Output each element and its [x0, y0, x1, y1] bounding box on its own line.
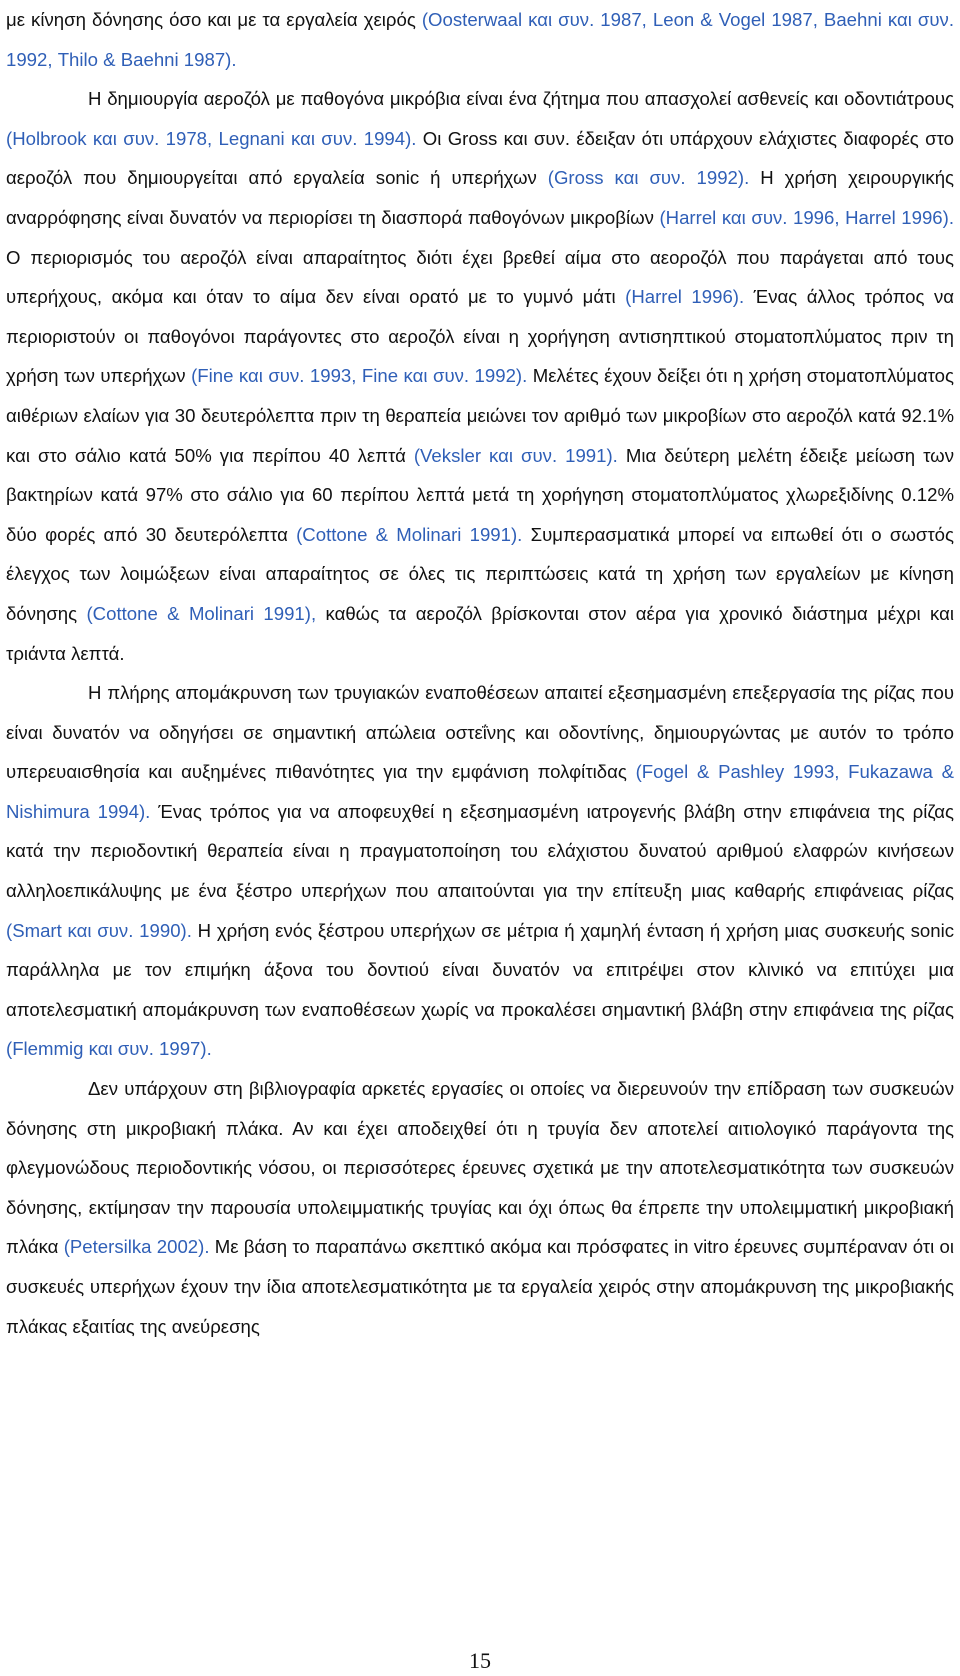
- text-run: Ένας άλλος τρόπος να περιοριστούν οι παθογόνοι παράγοντες στο αεροζόλ είναι η χορήγηση αντισηπτικού στοματοπλύματος πριν τη χρήση των υπερήχων: [6, 286, 954, 387]
- page-number: 15: [469, 1648, 491, 1673]
- citation: (Gross και συν. 1992).: [547, 167, 750, 189]
- text-run: Η χρήση ενός ξέστρου υπερήχων σε μέτρια ή χαμηλή ένταση ή χρήση μιας συσκευής sonic παράλληλα με τον επιμήκη άξονα του δοντιού είναι δυνατόν να επιτρέψει στον κλινικό να επιτύχει μια αποτελεσματική απομάκρυνση των εναποθέσεων χωρίς να προκαλέσει σημαντική βλάβη στην επιφάνεια της ρίζας: [6, 919, 955, 1020]
- text-run: Δεν υπάρχουν στη βιβλιογραφία αρκετές εργασίες οι οποίες να διερευνούν την επίδραση των συσκευών δόνησης στη μικροβιακή πλάκα. Αν και έχει αποδειχθεί ότι η τρυγία δεν αποτελεί αιτιολογικό παράγοντα της φλεγμονώδους περιοδοντικής νόσου, οι περισσότερες έρευνες σχετικά με την αποτελεσματικότητα των συσκευών δόνησης, εκτίμησαν την παρουσία υπολειμματικής τρυγίας και όχι όπως θα έπρεπε την υπολειμματική μικροβιακή πλάκα: [6, 1078, 954, 1258]
- text-run: με κίνηση δόνησης όσο και με τα εργαλεία χειρός: [6, 9, 422, 30]
- text-run: Ο περιορισμός του αεροζόλ είναι απαραίτητος διότι έχει βρεθεί αίμα στο αεοροζόλ που παράγεται από τους υπερήχους, ακόμα και όταν το αίμα δεν είναι ορατό με το γυμνό μάτι: [6, 246, 954, 308]
- citation: (Petersilka 2002).: [63, 1236, 210, 1258]
- text-run: Ένας τρόπος για να αποφευχθεί η εξεσημασμένη ιατρογενής βλάβη στην επιφάνεια της ρίζας κατά την περιοδοντική θεραπεία είναι η πραγματοποίηση του ελάχιστου δυνατού αριθμού ελαφρών κινήσεων αλληλοεπικάλυψης με ένα ξέστρο υπερήχων που απαιτούνται για την επίτευξη μιας καθαρής επιφάνειας ρίζας: [6, 800, 954, 902]
- citation: (Cottone & Molinari 1991).: [296, 523, 523, 545]
- citation: (Smart και συν. 1990).: [6, 919, 192, 941]
- citation: (Harrel και συν. 1996, Harrel 1996).: [659, 206, 954, 228]
- citation: (Harrel 1996).: [625, 286, 745, 308]
- citation: (Oosterwaal και συν. 1987, Leon & Vogel 1987, Baehni και συν. 1992, Thilo & Baehni 1987).: [6, 9, 954, 70]
- citation: (Cottone & Molinari 1991),: [86, 602, 317, 624]
- text-run: Μελέτες έχουν δείξει ότι η χρήση στοματοπλύματος αιθέριων ελαίων για 30 δευτερόλεπτα πριν τη θεραπεία μειώνει τον αριθμό των μικροβίων στο αεροζόλ κατά 92.1% και στο σάλιο κατά 50% για περίπου 40 λεπτά: [6, 365, 954, 466]
- text-run: Μια δεύτερη μελέτη έδειξε μείωση των βακτηρίων κατά 97% στο σάλιο για 60 περίπου λεπτά μετά τη χορήγηση στοματοπλύματος χλωρεξιδίνης 0.12% δύο φορές από 30 δευτερόλεπτα: [6, 444, 954, 545]
- body-text: [6, 0, 954, 1346]
- paragraph: [6, 0, 954, 79]
- paragraph: [6, 673, 954, 1069]
- text-run: Με βάση το παραπάνω σκεπτικό ακόμα και πρόσφατες in vitro έρευνες συμπέραναν ότι οι συσκευές υπερήχων έχουν την ίδια αποτελεσματικότητα με τα εργαλεία χειρός στην απομάκρυνση της μικροβιακής πλάκας εξαιτίας της ανεύρεσης: [6, 1236, 954, 1337]
- text-run: Η χρήση χειρουργικής αναρρόφησης είναι δυνατόν να περιορίσει τη διασπορά παθογόνων μικροβίων: [6, 167, 955, 228]
- text-run: Η δημιουργία αεροζόλ με παθογόνα μικρόβια είναι ένα ζήτημα που απασχολεί ασθενείς και οδοντιάτρους: [88, 88, 954, 110]
- paragraph: [6, 79, 954, 673]
- text-run: Η πλήρης απομάκρυνση των τρυγιακών εναποθέσεων απαιτεί εξεσημασμένη επεξεργασία της ρίζας που είναι δυνατόν να οδηγήσει σε σημαντική απώλεια οστεΐνης και οδοντίνης, δημιουργώντας με αυτόν το τρόπο υπερευαισθησία και αυξημένες πιθανότητες για την εμφάνιση πολφίτιδας: [6, 682, 954, 783]
- citation: (Holbrook και συν. 1978, Legnani και συν. 1994).: [6, 127, 417, 149]
- citation: (Flemmig και συν. 1997).: [6, 1038, 212, 1060]
- citation: (Fogel & Pashley 1993, Fukazawa & Nishimura 1994).: [6, 761, 954, 822]
- citation: (Fine και συν. 1993, Fine και συν. 1992).: [191, 365, 528, 387]
- text-run: καθώς τα αεροζόλ βρίσκονται στον αέρα για χρονικό διάστημα μέχρι και τριάντα λεπτά.: [6, 602, 954, 664]
- text-run: Συμπερασματικά μπορεί να ειπωθεί ότι ο σωστός έλεγχος των λοιμώξεων είναι απαραίτητος σε όλες τις περιπτώσεις κατά τη χρήση των εργαλείων με κίνηση δόνησης: [6, 523, 954, 624]
- citation: (Veksler και συν. 1991).: [413, 444, 618, 466]
- paragraph: [6, 1069, 954, 1346]
- text-run: Οι Gross και συν. έδειξαν ότι υπάρχουν ελάχιστες διαφορές στο αεροζόλ που δημιουργείται από εργαλεία sonic ή υπερήχων: [6, 127, 954, 189]
